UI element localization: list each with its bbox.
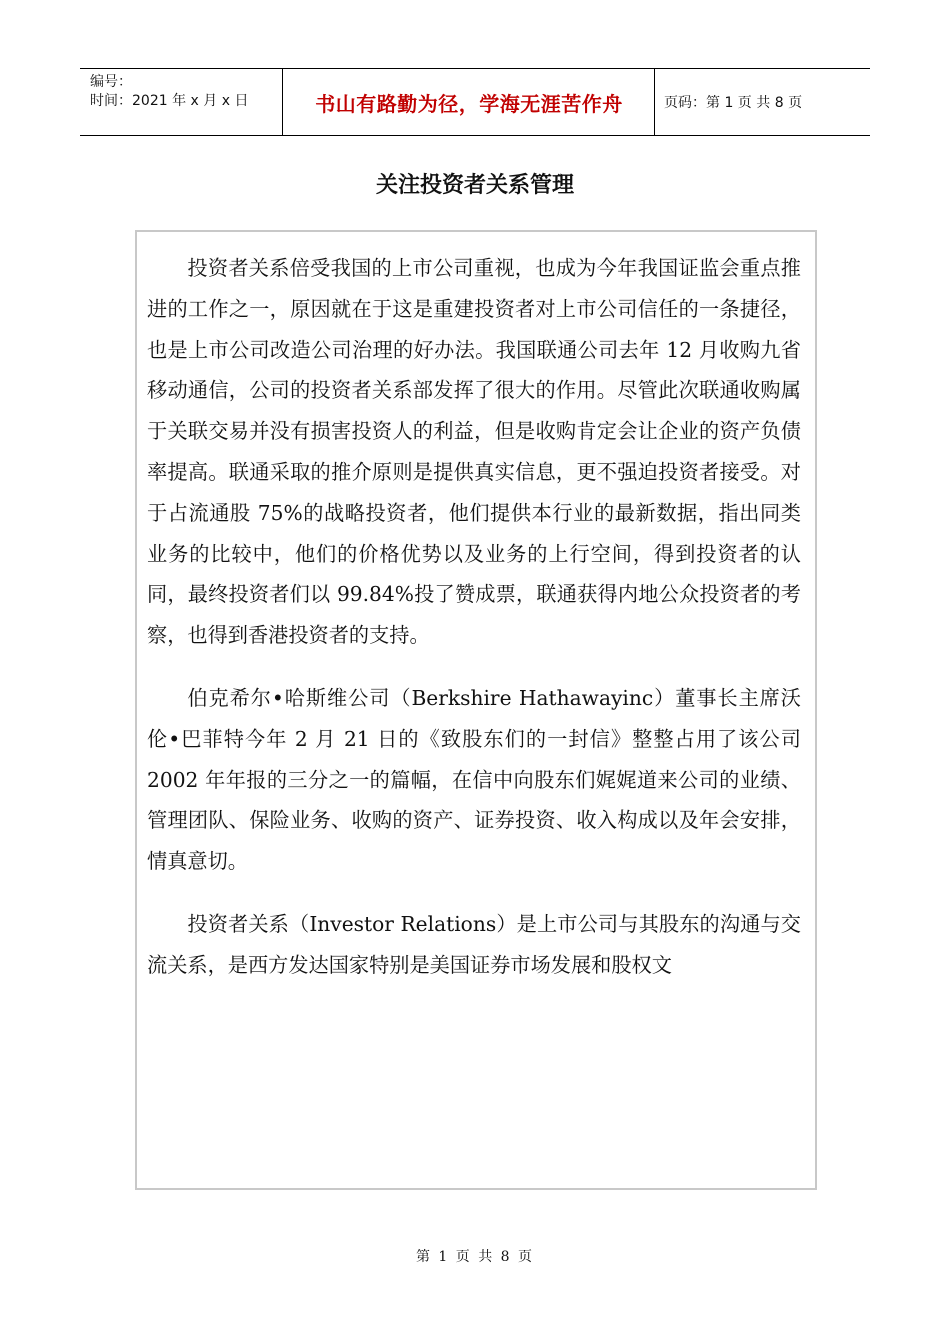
header-divider	[654, 69, 655, 135]
header-page-info: 页码：第 1 页 共 8 页	[664, 95, 803, 111]
date-label: 时间：2021 年 x 月 x 日	[90, 93, 249, 109]
content-box	[135, 230, 817, 1190]
header-table	[80, 68, 870, 136]
document-title: 关注投资者关系管理	[375, 173, 574, 198]
paragraph: 伯克希尔•哈斯维公司（Berkshire Hathawayinc）董事长主席沃伦•巴菲特今年 2 月 21 日的《致股东们的一封信》整整占用了该公司 2002 年年报的三分之一的篇幅，在信中向股东们娓娓道来公司的业绩、管理团队、保险业务、收购的资产、证券投资、收入构成以及年会安排，情真意切。	[147, 685, 801, 874]
header-divider	[282, 69, 283, 135]
number-label: 编号：	[90, 74, 132, 90]
header-meta	[90, 73, 248, 111]
page-footer: 第 1 页 共 8 页	[415, 1249, 535, 1265]
header-motto: 书山有路勤为径，学海无涯苦作舟	[315, 91, 623, 116]
paragraph: 投资者关系倍受我国的上市公司重视，也成为今年我国证监会重点推进的工作之一，原因就在于这是重建投资者对上市公司信任的一条捷径，也是上市公司改造公司治理的好办法。我国联通公司去年 12 月收购九省移动通信，公司的投资者关系部发挥了很大的作用。尽管此次联通收购属于关联交易并没有损害投资人的利益，但是收购肯定会让企业的资产负债率提高。联通采取的推介原则是提供真实信息，更不强迫投资者接受。对于占流通股 75%的战略投资者，他们提供本行业的最新数据，指出同类业务的比较中，他们的价格优势以及业务的上行空间，得到投资者的认同，最终投资者们以 99.84%投了赞成票，联通获得内地公众投资者的考察，也得到香港投资者的支持。	[147, 256, 801, 648]
paragraph: 投资者关系（Investor Relations）是上市公司与其股东的沟通与交流关系，是西方发达国家特别是美国证券市场发展和股权文	[147, 911, 801, 977]
